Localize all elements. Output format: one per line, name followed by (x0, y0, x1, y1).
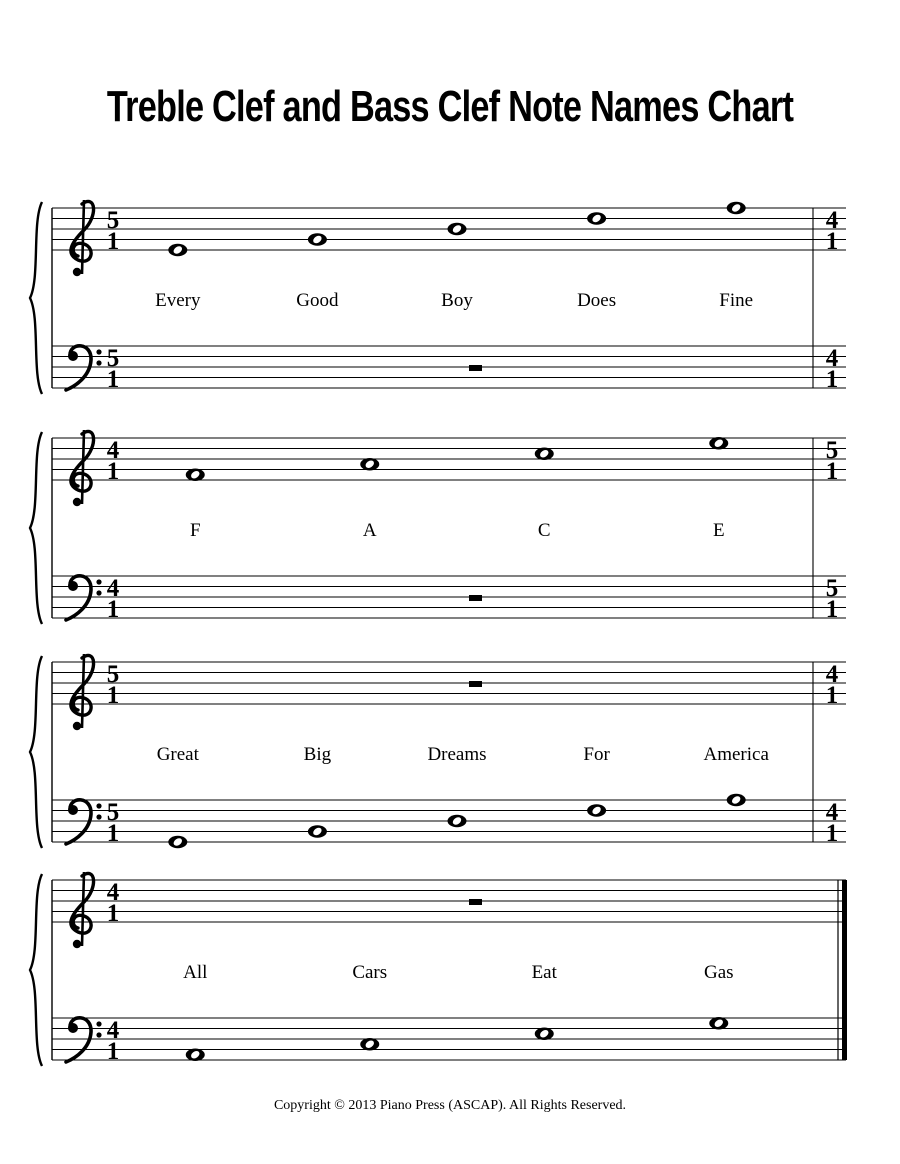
time-signature-bass-top: 4 (106, 1017, 120, 1044)
bass-clef-icon (66, 1018, 102, 1062)
whole-rest (469, 595, 482, 601)
lyric-word: All (183, 962, 208, 983)
clef-dot (96, 579, 101, 584)
courtesy-time-signature-bass-bottom: 1 (825, 596, 839, 623)
clef-dot (96, 360, 101, 365)
clef-dot (73, 498, 81, 506)
time-signature-treble-top: 4 (106, 879, 120, 906)
time-signature-bass-bottom: 1 (106, 1038, 120, 1065)
lyric-word: Gas (703, 962, 734, 983)
courtesy-time-signature-bass-bottom: 1 (825, 820, 839, 847)
time-signature-treble-bottom: 1 (106, 682, 120, 709)
treble-clef-icon (71, 654, 94, 730)
page-title: Treble Clef and Bass Clef Note Names Chart (106, 82, 794, 131)
lyric-word: Does (577, 290, 617, 311)
clef-blob (68, 805, 78, 815)
lyric-word: C (537, 520, 551, 541)
courtesy-time-signature-bass-top: 5 (825, 575, 839, 602)
whole-note (168, 836, 187, 848)
time-signature-bass-bottom: 1 (106, 596, 120, 623)
courtesy-time-signature-treble-bottom: 1 (825, 682, 839, 709)
whole-note (535, 448, 554, 460)
whole-note (709, 437, 728, 449)
clef-dot (96, 1021, 101, 1026)
time-signature-treble-bottom: 1 (106, 458, 120, 485)
courtesy-time-signature-treble-top: 5 (825, 437, 839, 464)
whole-note (727, 794, 746, 806)
whole-note (727, 202, 746, 214)
system-4 (30, 872, 847, 1066)
bass-clef-icon (66, 576, 102, 620)
treble-clef-icon (71, 200, 94, 276)
clef-blob (68, 351, 78, 361)
clef-dot (73, 722, 81, 730)
lyric-word: Great (156, 744, 199, 765)
time-signature-treble-bottom: 1 (106, 900, 120, 927)
time-signature-bass-bottom: 1 (106, 820, 120, 847)
clef-dot (96, 590, 101, 595)
time-signature-bass-top: 4 (106, 575, 120, 602)
courtesy-time-signature-bass-top: 4 (825, 799, 839, 826)
treble-clef-icon (71, 430, 94, 506)
lyric-word: Eat (531, 962, 557, 983)
clef-dot (73, 268, 81, 276)
clef-dot (96, 349, 101, 354)
time-signature-bass-top: 5 (106, 345, 120, 372)
clef-blob (68, 1023, 78, 1033)
time-signature-treble-top: 4 (106, 437, 120, 464)
whole-rest (469, 681, 482, 687)
system-1 (30, 200, 846, 394)
whole-note (587, 212, 606, 224)
whole-note (186, 469, 205, 481)
whole-note (535, 1028, 554, 1040)
lyric-word: Every (155, 290, 201, 311)
lyric-word: America (703, 744, 769, 765)
brace (30, 656, 42, 848)
whole-note (186, 1049, 205, 1061)
clef-blob (68, 581, 78, 591)
lyric-word: Big (303, 744, 332, 765)
courtesy-time-signature-treble-bottom: 1 (825, 458, 839, 485)
copyright-notice: Copyright © 2013 Piano Press (ASCAP). All Rights Reserved. (273, 1098, 627, 1113)
whole-note (308, 825, 327, 837)
lyric-word: For (583, 744, 610, 765)
whole-note (360, 458, 379, 470)
lyric-word: Fine (719, 290, 754, 311)
clef-dot (96, 814, 101, 819)
courtesy-time-signature-treble-top: 4 (825, 207, 839, 234)
lyric-word: Good (296, 290, 339, 311)
brace (30, 432, 42, 624)
courtesy-time-signature-bass-bottom: 1 (825, 366, 839, 393)
whole-note (308, 233, 327, 245)
clef-dot (96, 803, 101, 808)
whole-note (360, 1038, 379, 1050)
treble-clef-icon (71, 872, 94, 948)
time-signature-treble-top: 5 (106, 207, 120, 234)
whole-note (168, 244, 187, 256)
time-signature-treble-top: 5 (106, 661, 120, 688)
courtesy-time-signature-treble-top: 4 (825, 661, 839, 688)
time-signature-bass-bottom: 1 (106, 366, 120, 393)
courtesy-time-signature-bass-top: 4 (825, 345, 839, 372)
time-signature-bass-top: 5 (106, 799, 120, 826)
brace (30, 202, 42, 394)
brace (30, 874, 42, 1066)
bass-clef-icon (66, 346, 102, 390)
system-3 (30, 654, 846, 848)
whole-note (448, 223, 467, 235)
final-barline-thick (842, 880, 847, 1060)
system-2 (30, 430, 846, 624)
lyric-word: Boy (441, 290, 473, 311)
whole-rest (469, 899, 482, 905)
bass-clef-icon (66, 800, 102, 844)
lyric-word: Dreams (427, 744, 487, 765)
whole-note (448, 815, 467, 827)
lyric-word: Cars (352, 962, 388, 983)
courtesy-time-signature-treble-bottom: 1 (825, 228, 839, 255)
lyric-word: F (189, 520, 201, 541)
lyric-word: A (362, 520, 377, 541)
lyric-word: E (712, 520, 725, 541)
clef-dot (96, 1032, 101, 1037)
clef-dot (73, 940, 81, 948)
whole-rest (469, 365, 482, 371)
whole-note (709, 1017, 728, 1029)
time-signature-treble-bottom: 1 (106, 228, 120, 255)
whole-note (587, 804, 606, 816)
